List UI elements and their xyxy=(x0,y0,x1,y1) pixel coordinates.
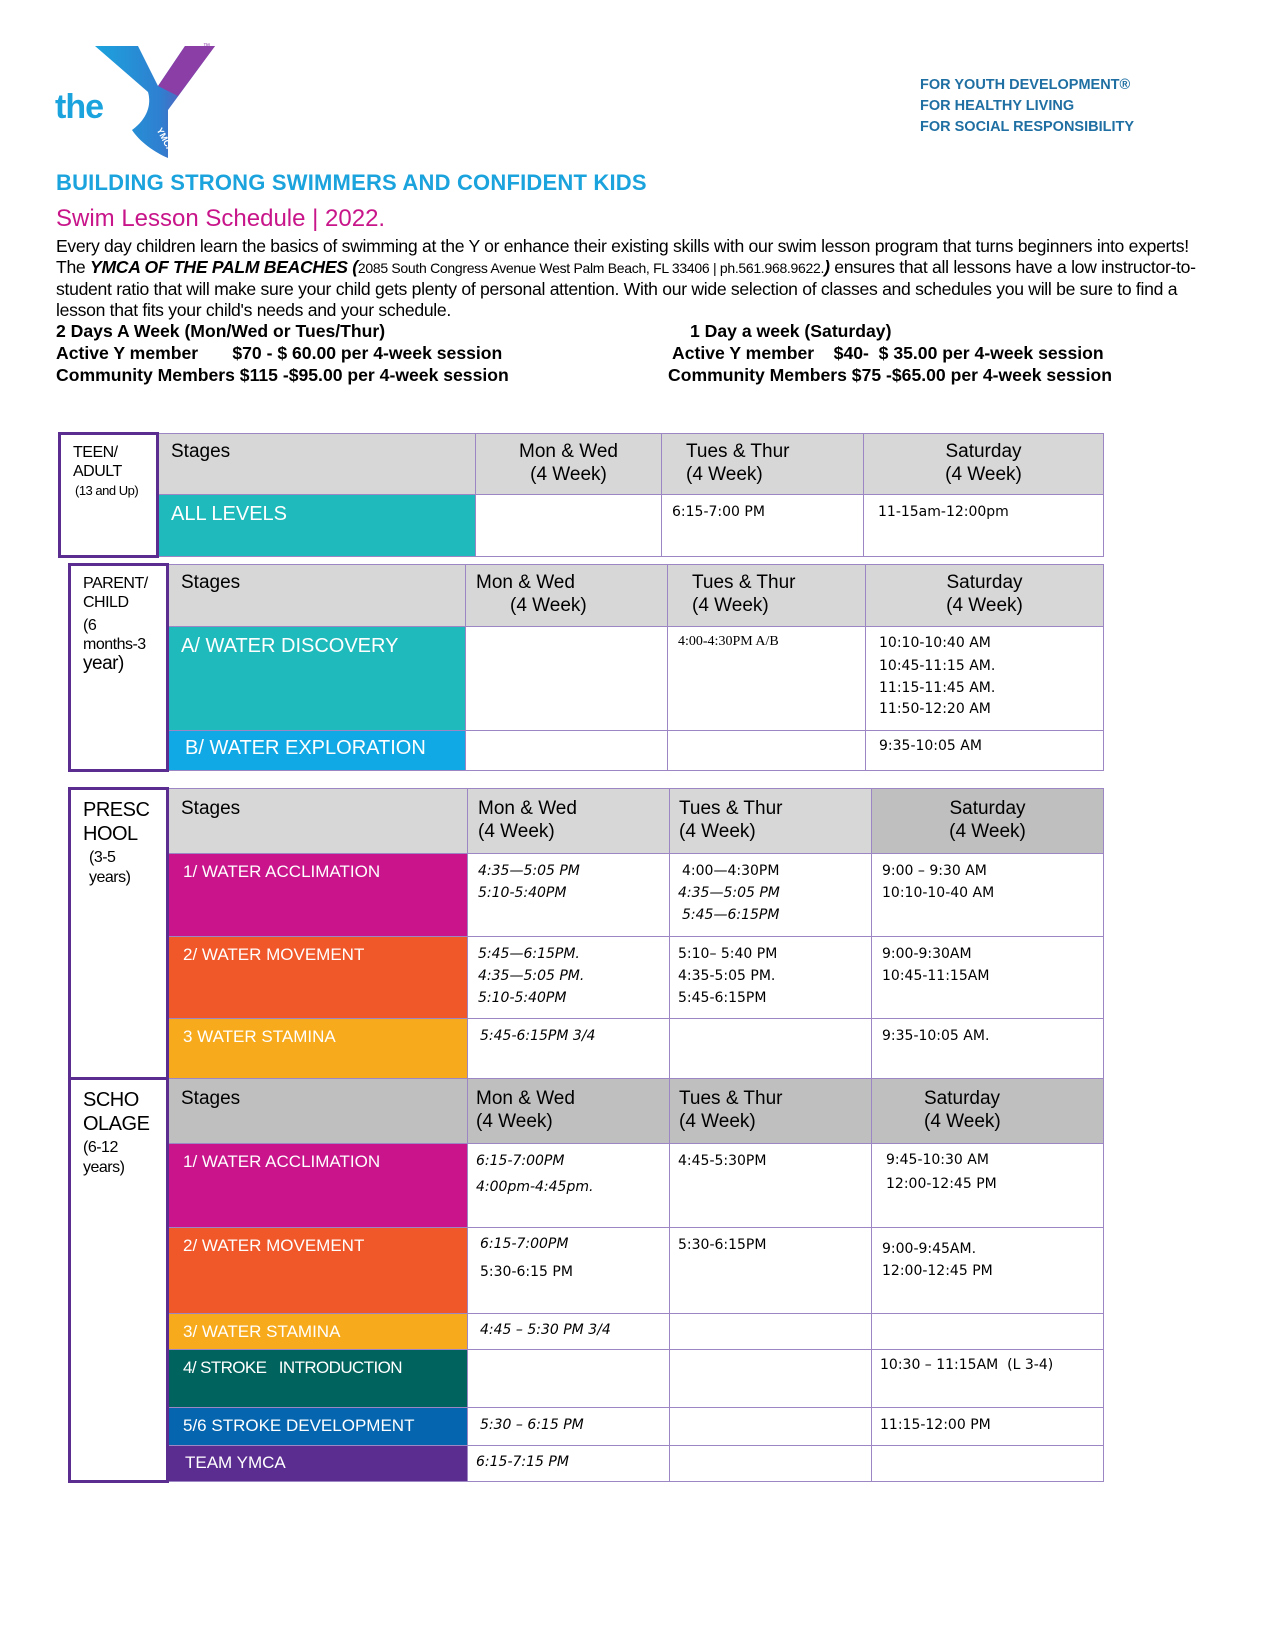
parent-child-table xyxy=(68,563,1104,772)
logo-ymca: YMCA xyxy=(154,125,176,155)
stage-water-discovery: A/ WATER DISCOVERY xyxy=(168,627,466,731)
cell-saturday xyxy=(872,1446,1104,1482)
intro-paragraph: Every day children learn the basics of swimming at the Y or enhance their existing skills with our swim lesson program that turns beginners into experts! The YMCA OF THE PALM BEACHES (2085 South Congress Avenue West Palm Beach, FL 33406 | ph.561.968.9622.) ensures that all lessons have a low instructor-to-student ratio that will make sure your child gets plenty of personal attention. With our wide selection of classes and schedules you will be sure to find a lesson that fits your child's needs and your schedule. xyxy=(56,236,1196,320)
teen-adult-table xyxy=(58,432,1104,558)
cell-tues-thur xyxy=(670,1350,872,1408)
address: 2085 South Congress Avenue West Palm Beach, FL 33406 | ph.561.968.9622. xyxy=(357,260,825,276)
cell-saturday: 11:15-12:00 PM xyxy=(872,1408,1104,1446)
category-preschool: PRESC HOOL (3-5 years) xyxy=(70,789,168,1079)
cell-mon-wed: 5:30 – 6:15 PM xyxy=(468,1408,670,1446)
stage-water-movement: 2/ WATER MOVEMENT xyxy=(168,1228,468,1314)
header-tues-thur: Tues & Thur (4 Week) xyxy=(668,565,866,627)
preschool-schoolage-table xyxy=(68,787,1104,1483)
cell-saturday: 9:35-10:05 AM xyxy=(866,731,1104,771)
category-parent-child: PARENT/ CHILD (6 months-3 year) xyxy=(70,565,168,771)
header-stages: Stages xyxy=(158,434,476,495)
header-mon-wed: Mon & Wed (4 Week) xyxy=(466,565,668,627)
cell-tues-thur xyxy=(670,1019,872,1079)
stage-water-exploration: B/ WATER EXPLORATION xyxy=(168,731,466,771)
pricing-two-days: 2 Days A Week (Mon/Wed or Tues/Thur) Active Y member $70 - $ 60.00 per 4-week session Community Members $115 -$95.00 per 4-week session xyxy=(56,321,509,385)
stage-water-stamina: 3/ WATER STAMINA xyxy=(168,1314,468,1350)
header-mon-wed: Mon & Wed (4 Week) xyxy=(476,434,662,495)
header-stages: Stages xyxy=(168,1079,468,1144)
header-tues-thur: Tues & Thur (4 Week) xyxy=(670,1079,872,1144)
stage-water-acclimation: 1/ WATER ACCLIMATION xyxy=(168,1144,468,1228)
cell-tues-thur: 4:00-4:30PM A/B xyxy=(668,627,866,731)
header-saturday: Saturday (4 Week) xyxy=(872,1079,1104,1144)
tagline-line: FOR YOUTH DEVELOPMENT® xyxy=(920,77,1131,93)
cell-saturday: 9:00-9:45AM. 12:00-12:45 PM xyxy=(872,1228,1104,1314)
cell-mon-wed: 6:15-7:15 PM xyxy=(468,1446,670,1482)
cell-saturday: 9:35-10:05 AM. xyxy=(872,1019,1104,1079)
cell-tues-thur xyxy=(668,731,866,771)
cell-mon-wed: 5:45—6:15PM. 4:35—5:05 PM. 5:10-5:40PM xyxy=(468,937,670,1019)
header-tues-thur: Tues & Thur (4 Week) xyxy=(662,434,864,495)
header-stages: Stages xyxy=(168,565,466,627)
cell-tues-thur: 5:10– 5:40 PM 4:35-5:05 PM. 5:45-6:15PM xyxy=(670,937,872,1019)
header-saturday: Saturday (4 Week) xyxy=(872,789,1104,854)
cell-mon-wed xyxy=(468,1350,670,1408)
header-saturday: Saturday (4 Week) xyxy=(866,565,1104,627)
stage-water-acclimation: 1/ WATER ACCLIMATION xyxy=(168,854,468,937)
cell-mon-wed: 6:15-7:00PM 5:30-6:15 PM xyxy=(468,1228,670,1314)
stage-water-stamina: 3 WATER STAMINA xyxy=(168,1019,468,1079)
cell-saturday: 10:10-10:40 AM 10:45-11:15 AM. 11:15-11:45 AM. 11:50-12:20 AM xyxy=(866,627,1104,731)
stage-team-ymca: TEAM YMCA xyxy=(168,1446,468,1482)
header-mon-wed: Mon & Wed (4 Week) xyxy=(468,1079,670,1144)
header-stages: Stages xyxy=(168,789,468,854)
category-teen-adult: TEEN/ ADULT (13 and Up) xyxy=(60,434,158,557)
cell-mon-wed xyxy=(466,731,668,771)
tagline-line: FOR SOCIAL RESPONSIBILITY xyxy=(920,119,1135,135)
cell-mon-wed: 5:45-6:15PM 3/4 xyxy=(468,1019,670,1079)
header-tues-thur: Tues & Thur (4 Week) xyxy=(670,789,872,854)
stage-water-movement: 2/ WATER MOVEMENT xyxy=(168,937,468,1019)
cell-saturday: 11-15am-12:00pm xyxy=(864,495,1104,557)
cell-mon-wed xyxy=(476,495,662,557)
header-saturday: Saturday (4 Week) xyxy=(864,434,1104,495)
cell-tues-thur: 6:15-7:00 PM xyxy=(662,495,864,557)
cell-tues-thur: 5:30-6:15PM xyxy=(670,1228,872,1314)
cell-tues-thur: 4:45-5:30PM xyxy=(670,1144,872,1228)
stage-stroke-development: 5/6 STROKE DEVELOPMENT xyxy=(168,1408,468,1446)
cell-mon-wed xyxy=(466,627,668,731)
stage-stroke-introduction: 4/ STROKE INTRODUCTION xyxy=(168,1350,468,1408)
stage-all-levels: ALL LEVELS xyxy=(158,495,476,557)
headline: BUILDING STRONG SWIMMERS AND CONFIDENT KIDS xyxy=(56,170,647,195)
logo-the: the xyxy=(55,88,103,126)
cell-tues-thur xyxy=(670,1314,872,1350)
cell-mon-wed: 6:15-7:00PM 4:00pm-4:45pm. xyxy=(468,1144,670,1228)
cell-mon-wed: 4:45 – 5:30 PM 3/4 xyxy=(468,1314,670,1350)
logo-trademark: ™ xyxy=(203,43,210,50)
tagline xyxy=(920,75,1134,138)
header-mon-wed: Mon & Wed (4 Week) xyxy=(468,789,670,854)
cell-mon-wed: 4:35—5:05 PM 5:10-5:40PM xyxy=(468,854,670,937)
pricing-saturday: 1 Day a week (Saturday) Active Y member $40- $ 35.00 per 4-week session Community Members $75 -$65.00 per 4-week session xyxy=(668,321,1112,385)
tagline-line: FOR HEALTHY LIVING xyxy=(920,98,1075,114)
cell-tues-thur xyxy=(670,1446,872,1482)
cell-saturday: 10:30 – 11:15AM (L 3-4) xyxy=(872,1350,1104,1408)
cell-saturday: 9:00-9:30AM 10:45-11:15AM xyxy=(872,937,1104,1019)
cell-tues-thur: 4:00—4:30PM 4:35—5:05 PM 5:45—6:15PM xyxy=(670,854,872,937)
cell-saturday: 9:00 – 9:30 AM 10:10-10-40 AM xyxy=(872,854,1104,937)
cell-tues-thur xyxy=(670,1408,872,1446)
cell-saturday xyxy=(872,1314,1104,1350)
page-title: Swim Lesson Schedule | 2022. xyxy=(56,205,386,232)
category-school-age: SCHO OLAGE (6-12 years) xyxy=(70,1079,168,1482)
cell-saturday: 9:45-10:30 AM 12:00-12:45 PM xyxy=(872,1144,1104,1228)
